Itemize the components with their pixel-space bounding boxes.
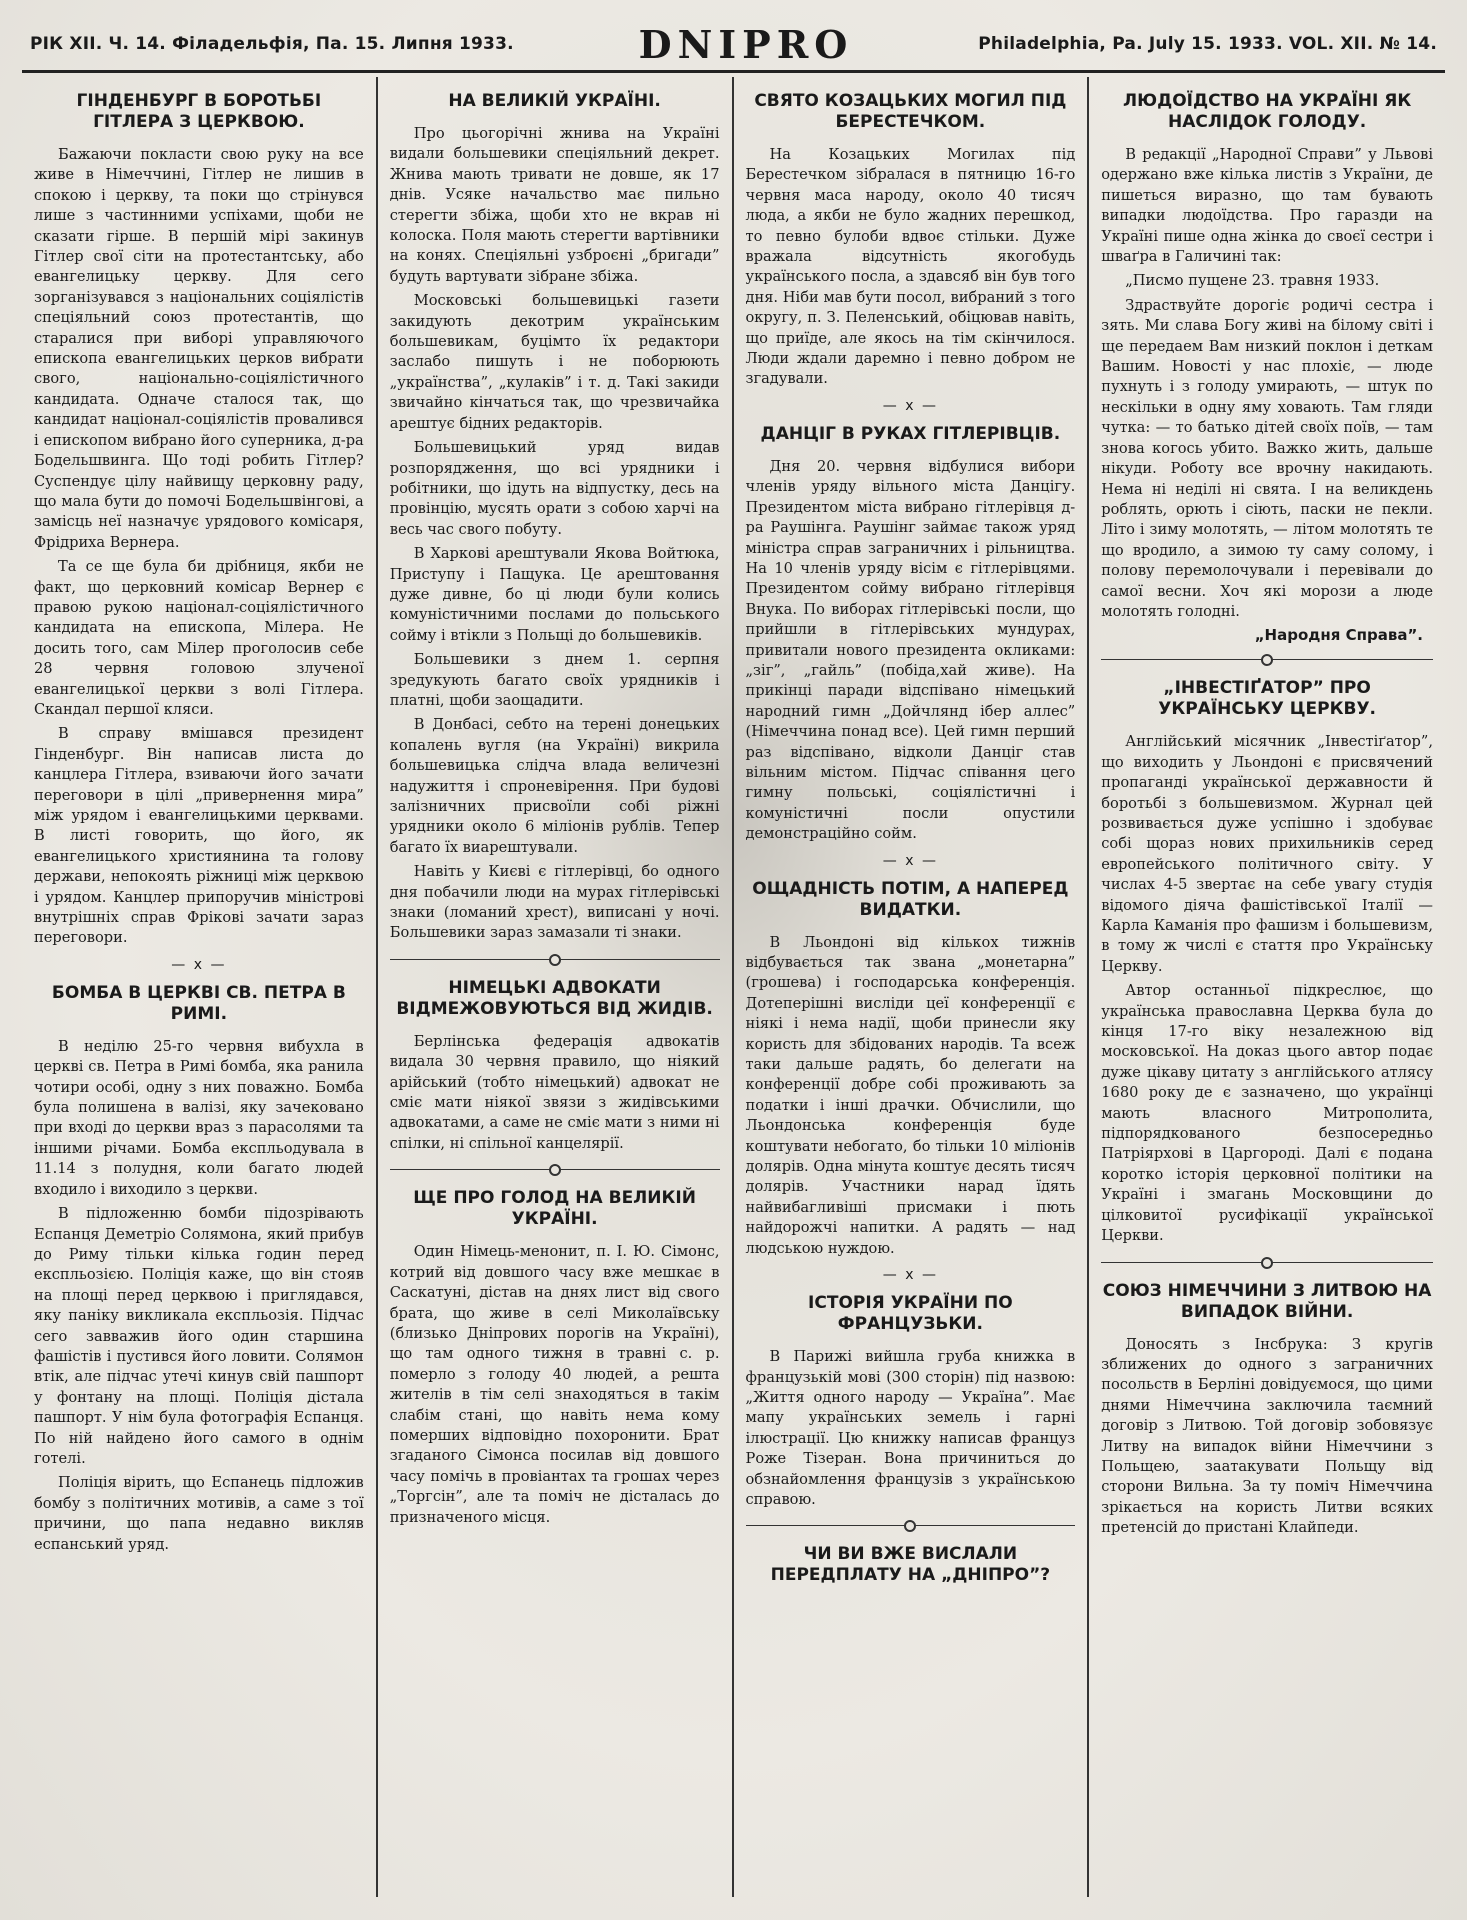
- article-german-lawyers: [390, 978, 720, 1154]
- article-paragraph: Большевицький уряд видав розпорядження, що всі урядники і робітники, що ідуть на відпустку, десь на провінцію, мусять орати з собою харчі на весь час свого побуту.: [389, 439, 720, 538]
- article-headline: ОЩАДНІСТЬ ПОТІМ, А НАПЕРЕД ВИДАТКИ.: [752, 878, 1069, 920]
- separator-ornament: [1261, 1257, 1273, 1269]
- article-paragraph: Англійський місячник „Інвестіґатор”, що виходить у Льондоні є присвячений пропаганді української державности й боротьбі з большевизмом. Журнал цей розвивається дуже успішно і здобуває собі щораз нових прихильників серед европейського політичного світу. У числах 4-5 звертає на себе увагу студія відомого діяча фашістівської Італії — Карла Каманія про фашизм і большевизм, в тому ж числі є стаття про Українську Церкву.: [1101, 733, 1433, 975]
- article-paragraph: Про цьогорічні жнива на Україні видали большевики спеціяльний декрет. Жнива мають тривати не довше, як 17 днів. Усяке начальство має пильно стерегти збіжа, щоби хто не вкрав ні колоска. Поля мають стерегти вартівники на конях. Спеціяльні узброєні „бригади” будуть вартувати зібране збіжа.: [389, 125, 720, 285]
- article-headline: ДАНЦІГ В РУКАХ ГІТЛЕРІВЦІВ.: [760, 423, 1061, 444]
- article-headline: БОМБА В ЦЕРКВІ СВ. ПЕТРА В РИМІ.: [51, 982, 346, 1024]
- article-subscription: [746, 1544, 1076, 1586]
- article-savings-later: [746, 879, 1076, 1260]
- masthead-date-english: Philadelphia, Pa. July 15. 1933. VOL. XII. № 14.: [978, 34, 1437, 54]
- article-paragraph: Дня 20. червня відбулися вибори членів уряду вільного міста Данцігу. Президентом міста вибрано гітлерівця д-ра Раушінга. Раушінг займає також уряд міністра справ заграничних і рільництва. На 10 членів уряду вісім є гітлерівцями. Президентом сойму вибрано гітлерівця Внука. По виборах гітлерівські посли, що прийшли в гітлерівських мундурах, привитали нового президента окликами: „зіг”, „гайль” (побіда,хай живе). На прикінці паради відспівано німецький народний гимн „Дойчлянд ібер аллес” (Німеччина понад все). Цей гимн перший раз відспівано, відколи Данціг став вільним містом. Підчас співання цего гимну польські, соціялістичні і комуністичні посли опустили демонстраційно сойм.: [745, 457, 1076, 843]
- article-headline: ЧИ ВИ ВЖЕ ВИСЛАЛИ ПЕРЕДПЛАТУ НА „ДНІПРО”?: [770, 1544, 1051, 1586]
- article-danzig: [746, 424, 1076, 845]
- article-paragraph: Бажаючи покласти свою руку на все живе в Німеччині, Гітлер не лишив в спокою і церкву, та поки що стрінувся лише з частинними успіхами, щоби не сказати гірше. В першій мірі закинув Гітлер свої сіти на протестантську, або евангелицьку церкву. Для сего зорганізувався з національних соціялістів спеціяльний союз протестантів, що старалися при виборі управляючого епископа евангелицьких церков вибрати свого, національно-соціялістичного кандидата. Одначе сталося так, що кандидат націонал-соціялістів провалився і епископом вибрано його суперника, д-ра Бодельшвинга. Що тоді робить Гітлер? Суспендує цілу найвищу церковну раду, що мала бути до помочі Бодельшвінгові, а замісць неї назначує урядового комісаря, Фрідриха Вернера.: [34, 146, 364, 551]
- article-paragraph: Большевики з днем 1. серпня зредукують багато своїх урядників і платні, щоби заощадити.: [389, 651, 720, 709]
- masthead-title: DNIPRO: [638, 21, 854, 67]
- article-headline: СОЮЗ НІМЕЧЧИНИ З ЛИТВОЮ НА ВИПАДОК ВІЙНИ.: [1102, 1280, 1432, 1322]
- article-paragraph: В справу вмішався президент Гінденбург. Він написав листа до канцлера Гітлера, взиваючи його зачати переговори в цілі „привернення мира” між урядом і евангелицькими церквами. В листі говорить, що його, як евангелицького християнина та голову держави, непокоять ріжниці між церквою і урядом. Канцлер припоручив міністрові внутрішніх справ Фрікові зачати зараз переговори.: [34, 725, 364, 947]
- article-headline: ІСТОРІЯ УКРАЇНИ ПО ФРАНЦУЗЬКИ.: [808, 1293, 1013, 1335]
- article-paragraph: Поліція вірить, що Еспанець підложив бомбу з політичних мотивів, а саме з тої причини, що папа недавно викляв еспанський уряд.: [34, 1474, 364, 1553]
- article-headline: „ІНВЕСТІҐАТОР” ПРО УКРАЇНСЬКУ ЦЕРКВУ.: [1158, 678, 1377, 720]
- separator-rule: [1101, 1257, 1433, 1269]
- article-paragraph: В неділю 25-го червня вибухла в церкві св. Петра в Римі бомба, яка ранила чотири особі, одну з них поважно. Бомба була полишена в валізі, яку зачековано при вході до церкви враз з парасолями та іншими річами. Бомба експльодувала в 11.14 з полудня, коли багато людей входило і виходило з церкви.: [34, 1037, 364, 1198]
- article-paragraph: Берлінська федерація адвокатів видала 30 червня правило, що ніякий арійський (тобто німецький) адвокат не сміє мати ніякої звязи з жидівськими адвокатами, а саме не сміє мати з ними ні спілки, ні спільної канцелярії.: [389, 1032, 720, 1152]
- article-paragraph: Доносять з Інсбрука: З кругів зближених до одного з заграничних посольств в Берліні довідуємося, що цими днями Німеччина заключила таємний договір з Литвою. Той договір зобовязує Литву на випадок війни Німеччини з Польщею, заатакувати Польщу від сторони Вильна. За ту поміч Німеччина зрікається на користь Литви всяких претенсій до пристані Клайпеди.: [1101, 1335, 1433, 1537]
- article-cossack-graves: [746, 91, 1076, 390]
- article-investigator: [1101, 678, 1433, 1246]
- column-4: [1089, 77, 1445, 1897]
- masthead-date-ukrainian: РІК XII. Ч. 14. Філадельфія, Па. 15. Липня 1933.: [30, 34, 514, 54]
- separator-rule: [390, 1164, 720, 1176]
- separator-ornament: [549, 954, 561, 966]
- columns: [22, 77, 1445, 1897]
- article-paragraph: Навіть у Києві є гітлерівці, бо одного дня побачили люди на мурах гітлерівські знаки (ломаний хрест), виписані у ночі. Большевики зараз замазали ті знаки.: [389, 863, 720, 942]
- article-paragraph: Московські большевицькі газети закидують декотрим українським большевикам, буцімто їх редактори заслабо пишуть і не поборюють „українства”, „кулаків” і т. д. Такі закиди звичайно кінчаться так, що чрезвичайка арештує бідних редакторів.: [389, 292, 720, 432]
- article-great-ukraine: [390, 91, 720, 944]
- article-hindenburg: [34, 91, 364, 949]
- article-headline: НА ВЕЛИКІЙ УКРАЇНІ.: [448, 91, 661, 111]
- article-paragraph: В Донбасі, себто на терені донецьких копалень вугля (на Україні) викрила большевицька слідча влада величезні надужиття і спроневірення. При будові залізничних присвоїли собі ріжні урядники около 6 міліонів рублів. Тепер багато їх виарештували.: [389, 716, 720, 856]
- column-3: [734, 77, 1090, 1897]
- masthead: [22, 18, 1445, 73]
- article-headline: НІМЕЦЬКІ АДВОКАТИ ВІДМЕЖОВУЮТЬСЯ ВІД ЖИДІВ.: [396, 977, 713, 1019]
- column-2: [378, 77, 734, 1897]
- article-headline: СВЯТО КОЗАЦЬКИХ МОГИЛ ПІД БЕРЕСТЕЧКОМ.: [754, 91, 1067, 132]
- article-paragraph: Автор останньої підкреслює, що українська православна Церква була до кінця 17-го віку незалежною від московської. На доказ цього автор подає дуже цікаву цитату з англійського атлясу 1680 року де є зазначено, що українці мають власного Митрополита, підпорядкованого безпосередньо Патріярхові в Царгороді. Далі є подана коротко історія церковної політики на Україні і змагань Московщини до цілковитої русифікації української Церкви.: [1101, 982, 1433, 1245]
- article-headline: ЩЕ ПРО ГОЛОД НА ВЕЛИКІЙ УКРАЇНІ.: [413, 1188, 696, 1230]
- article-history-french: [746, 1293, 1076, 1510]
- column-1: [22, 77, 378, 1897]
- article-paragraph: Один Німець-менонит, п. І. Ю. Сімонс, котрий від довшого часу вже мешкає в Саскатуні, дістав на днях лист від свого брата, що живе в селі Миколаївську (близько Дніпрових порогів на Україні), що там одного тижня в травні с. р. померло з голоду 40 людей, а решта жителів в тім селі знаходяться в такім слабім стані, що навіть нема кому померших відповідно похоронити. Брат згаданого Сімонса посилав від довшого часу помічь в провіантах та грошах через „Торгсін”, але та поміч не дісталась до призначеного місця.: [389, 1243, 720, 1526]
- article-paragraph: На Козацьких Могилах під Берестечком зібралася в пятницю 16-го червня маса народу, около 40 тисяч люда, а якби не було жадних перешкод, то певно булоби вдвоє стільки. Дуже вражала відсутність якогобудь українського посла, а здавсяб він був того дня. Ніби мав бути посол, вибраний з того округу, п. З. Пеленський, обіцював навіть, що приїде, але якось на тім скінчилося. Люди ждали даремно і певно добром не згадували.: [745, 146, 1076, 388]
- article-paragraph: Та се ще була би дрібниця, якби не факт, що церковний комісар Вернер є правою рукою націонал-соціялістичного кандидата на епископа, Мілера. Не досить того, сам Мілер проголосив себе 28 червня головою злученої евангелицької церкви з волі Гітлера. Скандал першої кляси.: [34, 558, 364, 718]
- article-paragraph: В Парижі вийшла груба книжка в французькій мові (300 сторін) під назвою: „Життя одного народу — Україна”. Має мапу українських земель і гарні ілюстрації. Цю книжку написав француз Роже Тізеран. Вона причиниться до обзнайомлення французів з українською справою.: [745, 1348, 1076, 1508]
- article-paragraph: В підложенню бомби підозрівають Еспанця Деметріо Солямона, який прибув до Риму тільки кілька годин перед експльозією. Поліція каже, що він стояв на площі перед церквою і приглядався, яку паніку викликала експльозія. Підчас сего завважив його один старшина фашістів і пустився його ловити. Солямон втік, але підчас утечі кинув свій пашпорт у фонтану на площі. Поліція дістала пашпорт. У нім була фотографія Еспанця. По ній найдено його самого в однім готелі.: [34, 1205, 364, 1467]
- article-bomb-rome: [34, 983, 364, 1555]
- article-germany-lithuania: [1101, 1281, 1433, 1539]
- article-cannibalism: [1101, 91, 1433, 644]
- separator: — x —: [882, 397, 938, 414]
- article-paragraph: Здраствуйте дорогіє родичі сестра і зять. Ми слава Богу живі на білому світі і ще передаем Вам низкий поклон і деткам Вашим. Новості у нас плохіє, — люде пухнуть і з голоду умирають, — штук по нескільки в одну яму ховають. Там гляди чутка: — то батько дітей своїх поїв, — там знова когось убито. Важко жить, дальше нікуди. Роботу все врочну накидають. Нема ні неділі ні свята. І на великдень роблять, орють і сіють, паски не пекли. Літо і зиму молотять, — літом молотять те що вродило, а зимою ту саму солому, і полову перемолочували і перевівали до самої весни. Хоч які морози а люде молотять голодні.: [1101, 296, 1433, 620]
- separator: — x —: [171, 956, 227, 973]
- separator-ornament: [549, 1164, 561, 1176]
- article-paragraph: В Харкові арештували Якова Войтюка, Приступу і Пащука. Це арештовання дуже дивне, бо ці люди були колись комуністичними послами до польського сойму і втікли з Польщі до большевиків.: [389, 545, 720, 644]
- article-paragraph: „Писмо пущене 23. травня 1933.: [1125, 272, 1380, 290]
- separator: — x —: [882, 1267, 938, 1284]
- article-signature: „Народня Справа”.: [1254, 626, 1423, 645]
- separator-ornament: [904, 1520, 916, 1532]
- article-paragraph: В Льондоні від кількох тижнів відбувається так звана „монетарна” (грошева) і господарська конференція. Дотеперішні висліди цеї конференції є ніякі і нема надії, щоби принесли яку користь для збідованих народів. Та всеж таки дальше радять, бо делегати на конференції добре собі проживають за податки і інші драчки. Обчислили, що Льондонська конференція буде коштувати небогато, бо тільки 10 міліонів долярів. Одна мінута коштує десять тисяч долярів. Участники нарад їдять найвибагливіші присмаки і пють найдорожчі напитки. А радять — над людською нуждою.: [745, 933, 1076, 1257]
- separator-rule: [746, 1520, 1076, 1532]
- article-headline: ЛЮДОЇДСТВО НА УКРАЇНІ ЯК НАСЛІДОК ГОЛОДУ.: [1123, 91, 1412, 132]
- article-headline: ГІНДЕНБУРГ В БОРОТЬБІ ГІТЛЕРА З ЦЕРКВОЮ.: [76, 91, 322, 132]
- article-paragraph: В редакції „Народної Справи” у Львові одержано вже кілька листів з України, де пишеться виразно, що там бувають випадки людоїдства. Про гаразди на Україні пише одна жінка до своєї сестри і шваґра в Галичині так:: [1101, 146, 1433, 266]
- separator-rule: [1101, 654, 1433, 666]
- separator: — x —: [882, 852, 938, 869]
- separator-rule: [390, 954, 720, 966]
- separator-ornament: [1261, 654, 1273, 666]
- article-famine-ukraine: [390, 1188, 720, 1528]
